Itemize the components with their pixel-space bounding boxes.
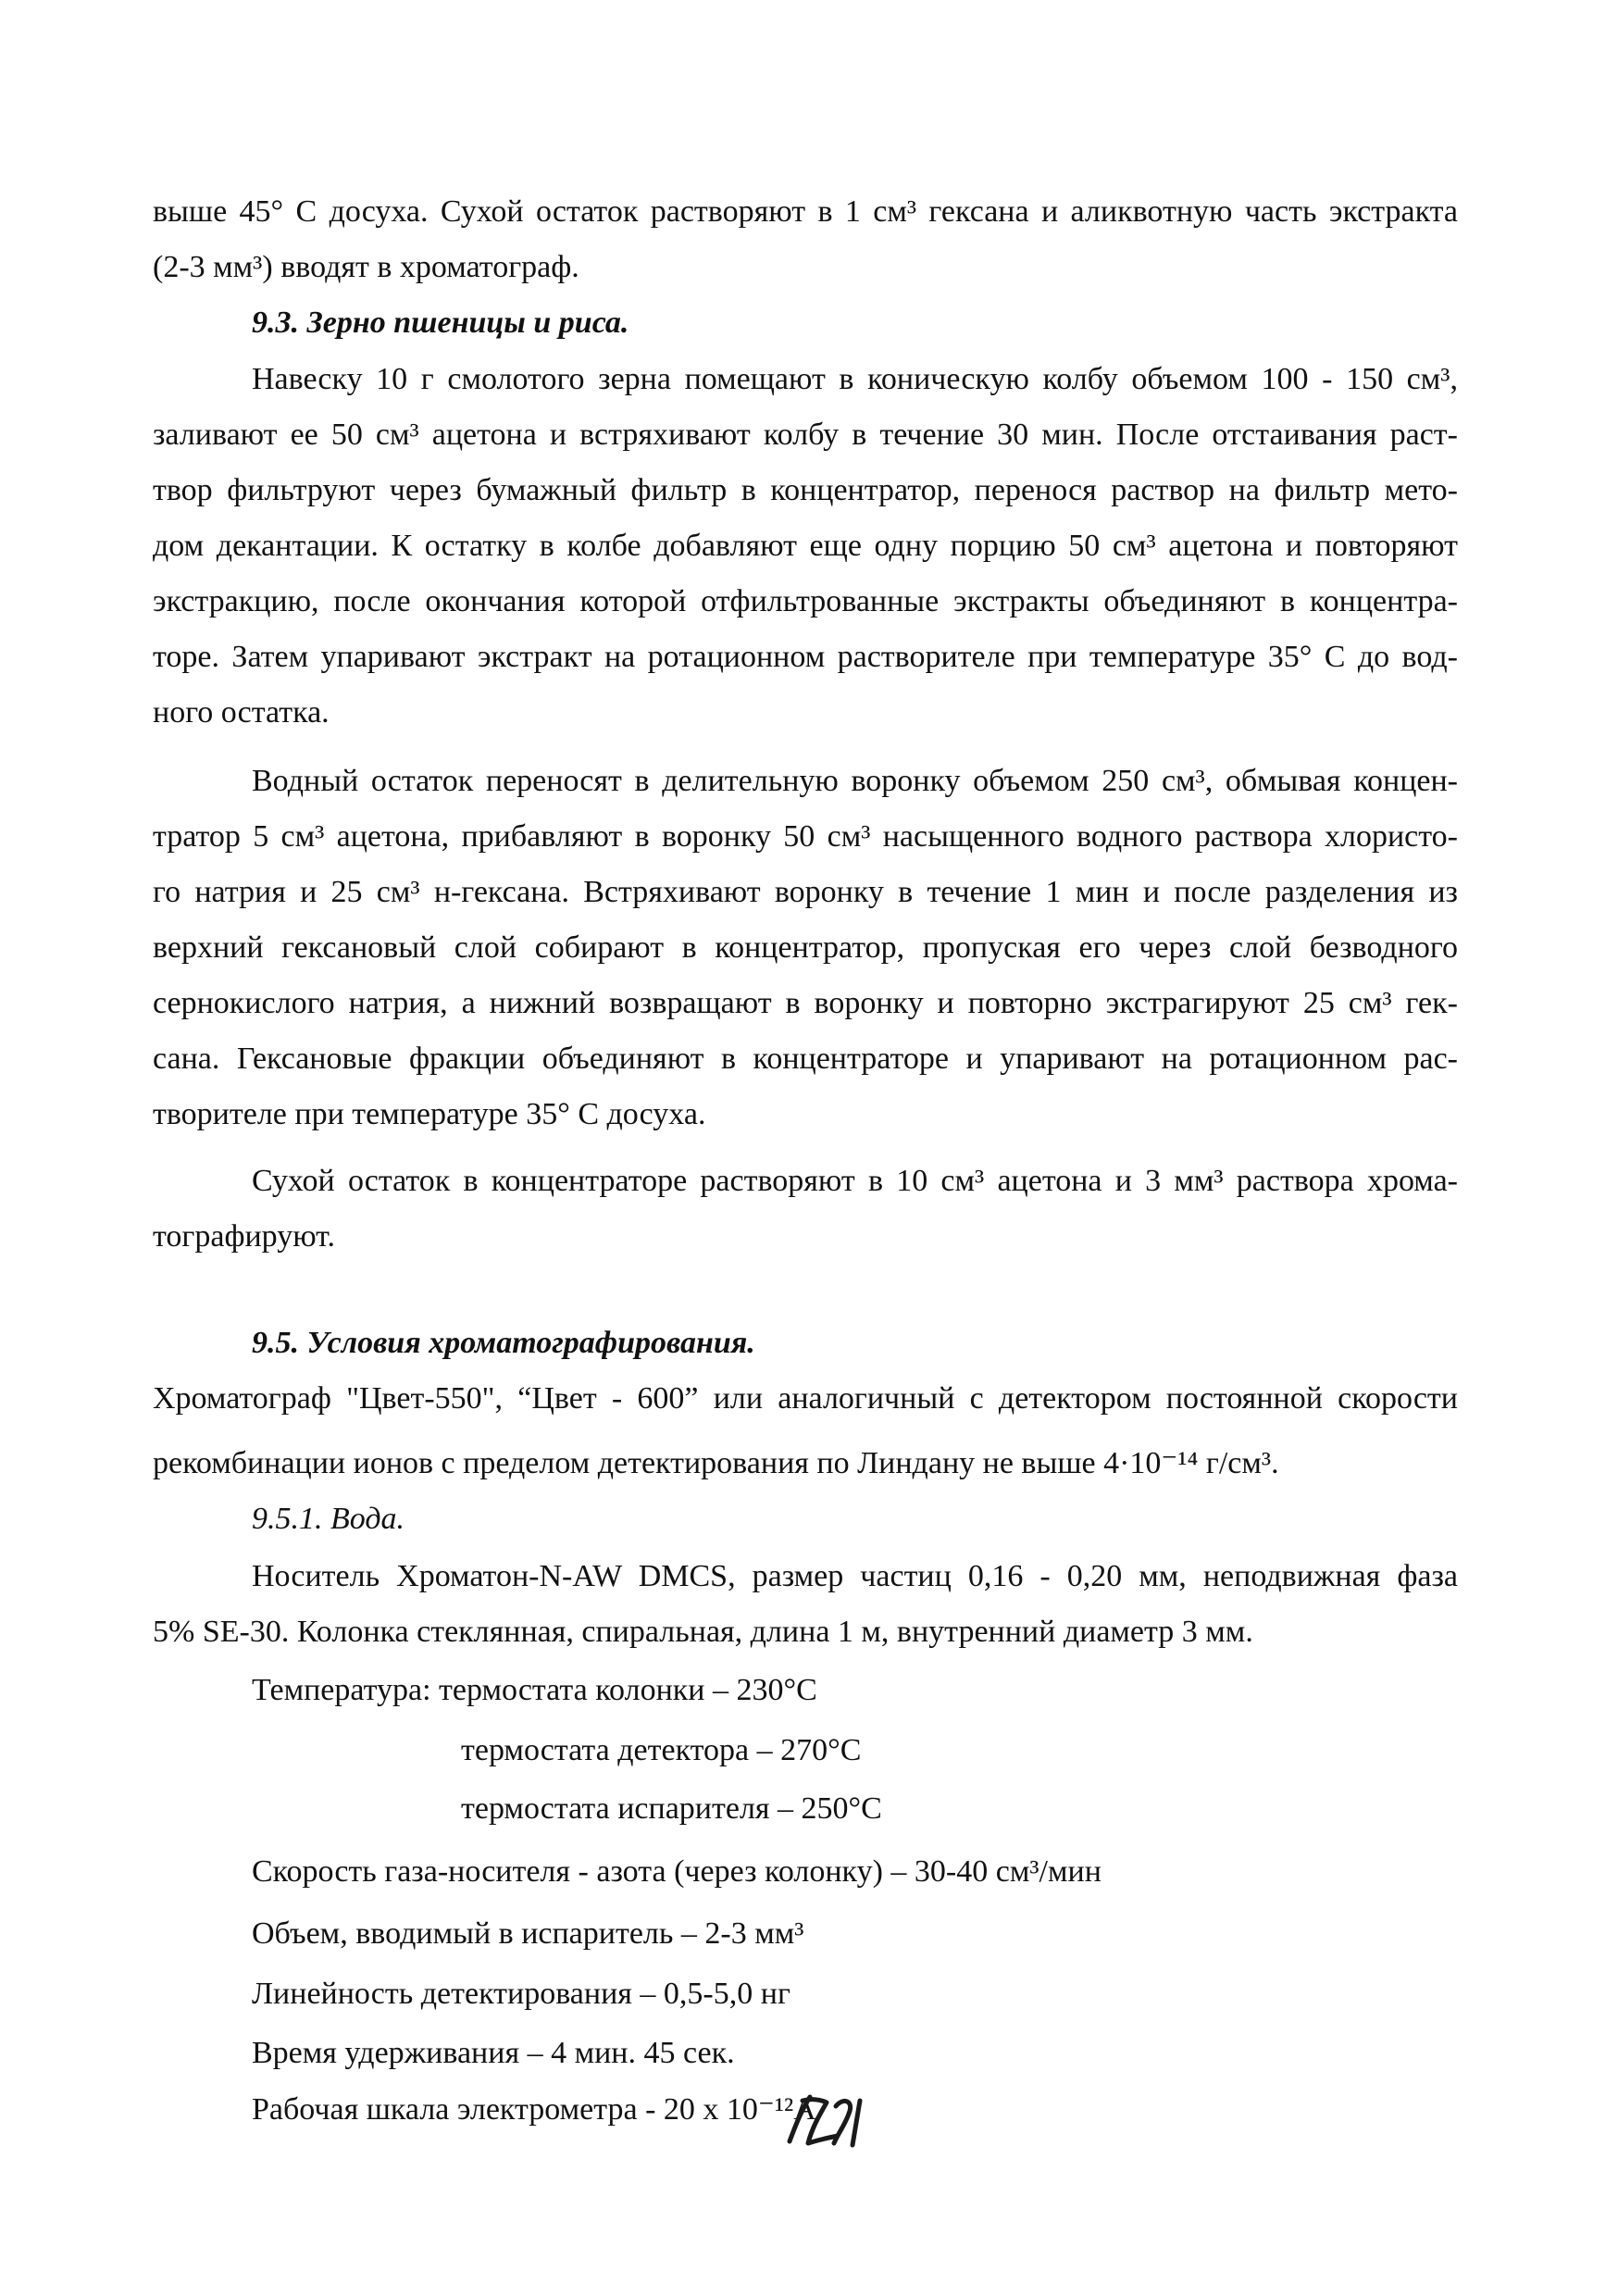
param-line: Время удерживания – 4 мин. 45 сек. xyxy=(252,2036,735,2070)
text-line: (2-3 мм³) вводят в хроматограф. xyxy=(153,250,579,284)
text-line: го натрия и 25 см³ н-гексана. Встряхивают воронку в течение 1 мин и после разделения из xyxy=(153,875,1458,909)
param-line: Линейность детектирования – 0,5-5,0 нг xyxy=(252,1977,790,2011)
text-line: рекомбинации ионов с пределом детектирования по Линдану не выше 4·10⁻¹⁴ г/см³. xyxy=(153,1446,1279,1480)
param-line: термостата детектора – 270°С xyxy=(461,1733,862,1767)
text-line: дом декантации. К остатку в колбе добавляют еще одну порцию 50 см³ ацетона и повторяют xyxy=(153,529,1458,563)
text-line: заливают ее 50 см³ ацетона и встряхивают колбу в течение 30 мин. После отстаивания раст- xyxy=(153,418,1458,452)
section-heading: 9.5. Условия хроматографирования. xyxy=(252,1326,755,1360)
handwritten-page-number xyxy=(782,2088,884,2152)
text-line: торе. Затем упаривают экстракт на ротационном растворителе при температуре 35° С до вод- xyxy=(153,640,1458,674)
text-line: Водный остаток переносят в делительную воронку объемом 250 см³, обмывая концен- xyxy=(252,764,1458,798)
section-heading: 9.3. Зерно пшеницы и риса. xyxy=(252,306,629,340)
text-line: творителе при температуре 35° С досуха. xyxy=(153,1097,706,1131)
param-line: Рабочая шкала электрометра - 20 х 10⁻¹²А xyxy=(252,2092,816,2127)
text-line: экстракцию, после окончания которой отфильтрованные экстракты объединяют в концентра- xyxy=(153,584,1458,618)
text-line: Навеску 10 г смолотого зерна помещают в коническую колбу объемом 100 - 150 см³, xyxy=(252,362,1458,396)
text-line: Сухой остаток в концентраторе растворяют в 10 см³ ацетона и 3 мм³ раствора хрома- xyxy=(252,1164,1458,1198)
text-line: сернокислого натрия, а нижний возвращают в воронку и повторно экстрагируют 25 см³ гек- xyxy=(153,986,1458,1020)
text-line: твор фильтруют через бумажный фильтр в концентратор, перенося раствор на фильтр мето- xyxy=(153,473,1458,507)
text-line: Хроматограф "Цвет-550", “Цвет - 600” или аналогичный с детектором постоянной скорости xyxy=(153,1381,1458,1416)
param-line: Объем, вводимый в испаритель – 2-3 мм³ xyxy=(252,1916,804,1951)
text-line: ного остатка. xyxy=(153,695,330,730)
text-line: тографируют. xyxy=(153,1219,335,1254)
param-line: термостата испарителя – 250°С xyxy=(461,1791,882,1826)
subsection-heading: 9.5.1. Вода. xyxy=(252,1502,405,1536)
text-line: тратор 5 см³ ацетона, прибавляют в воронку 50 см³ насыщенного водного раствора хлористо- xyxy=(153,819,1458,854)
text-line: выше 45° С досуха. Сухой остаток растворяют в 1 см³ гексана и аликвотную часть экстракта xyxy=(153,194,1458,229)
param-line: Скорость газа-носителя - азота (через колонку) – 30-40 см³/мин xyxy=(252,1854,1101,1889)
text-line: сана. Гексановые фракции объединяют в концентраторе и упаривают на ротационном рас- xyxy=(153,1042,1458,1076)
text-line: верхний гексановый слой собирают в концентратор, пропуская его через слой безводного xyxy=(153,930,1458,965)
text-line: 5% SE-30. Колонка стеклянная, спиральная, длина 1 м, внутренний диаметр 3 мм. xyxy=(153,1615,1253,1649)
param-line: Температура: термостата колонки – 230°С xyxy=(252,1673,817,1707)
text-line: Носитель Хроматон-N-AW DMCS, размер частиц 0,16 - 0,20 мм, неподвижная фаза xyxy=(252,1559,1458,1593)
